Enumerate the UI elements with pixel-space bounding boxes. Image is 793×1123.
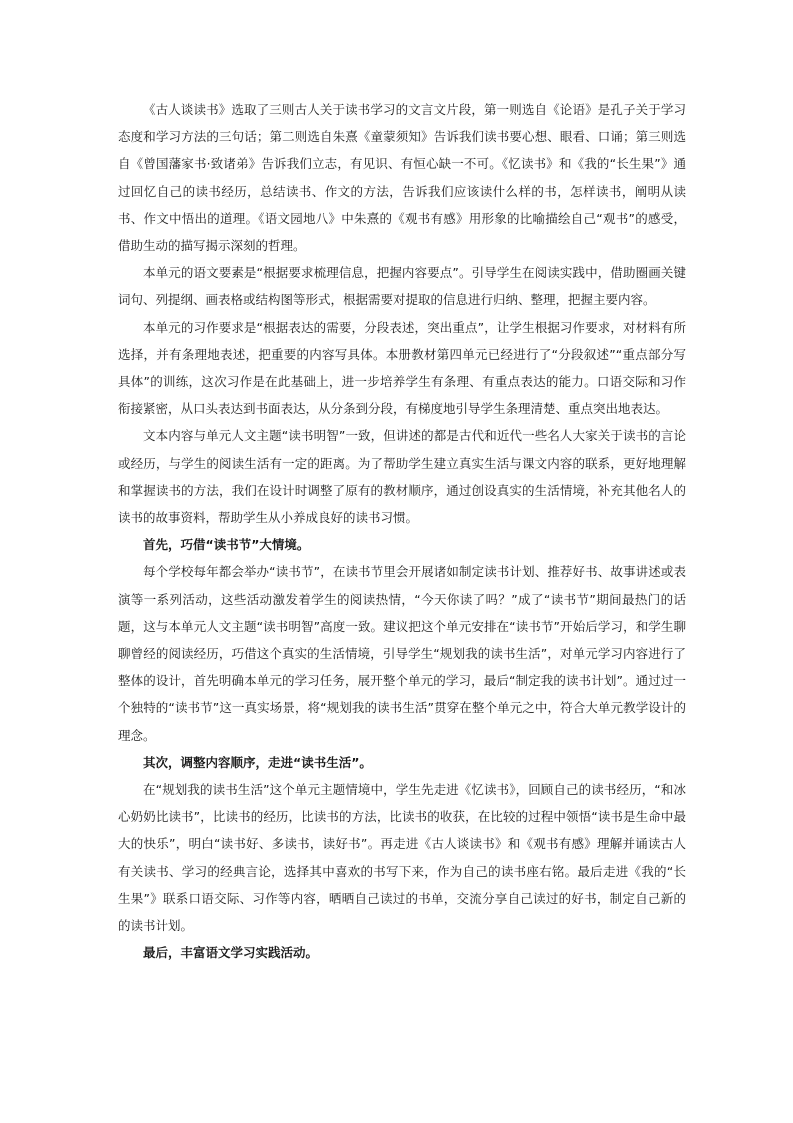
heading-first: 首先，巧借“读书节”大情境。 (143, 537, 310, 553)
paragraph-language-element: 本单元的语文要素是“根据要求梳理信息，把握内容要点”。引导学生在阅读实践中，借助圈画关键词句、列提纲、画表格或结构图等形式，根据需要对提取的信息进行归纳、整理，把握主要内容。 (118, 265, 686, 308)
heading-second: 其次，调整内容顺序，走进“读书生活”。 (143, 754, 372, 770)
paragraph-intro: 《古人谈读书》选取了三则古人关于读书学习的文言文片段，第一则选自《论语》是孔子关于学习态度和学习方法的三句话；第二则选自朱熹《童蒙须知》告诉我们读书要心想、眼看、口诵；第三则选自《曾国藩家书·致诸弟》告诉我们立志，有见识、有恒心缺一不可。《忆读书》和《我的“长生果”》通过回忆自己的读书经历，总结读书、作文的方法，告诉我们应该读什么样的书，怎样读书，阐明从读书、作文中悟出的道理。《语文园地八》中朱熹的《观书有感》用形象的比喻描绘自己“观书”的感受，借助生动的描写揭示深刻的哲理。 (118, 102, 686, 254)
paragraph-reading-festival: 每个学校每年都会举办“读书节”，在读书节里会开展诸如制定读书计划、推荐好书、故事讲述或表演等一系列活动，这些活动激发着学生的阅读热情，“今天你读了吗？”成了“读书节”期间最热门的话题，这与本单元人文主题“读书明智”高度一致。建议把这个单元安排在“读书节”开始后学习，和学生聊聊曾经的阅读经历，巧借这个真实的生活情境，引导学生“规划我的读书生活”，对单元学习内容进行了整体的设计，首先明确本单元的学习任务，展开整个单元的学习，最后“制定我的读书计划”。通过过一个独特的“读书节”这一真实场景，将“规划我的读书生活”贯穿在整个单元之中，符合大单元教学设计的理念。 (118, 564, 686, 743)
paragraph-writing-requirement: 本单元的习作要求是“根据表达的需要，分段表述，突出重点”，让学生根据习作要求，对材料有所选择，并有条理地表述，把重要的内容写具体。本册教材第四单元已经进行了“分段叙述”“重点部分写具体”的训练，这次习作是在此基础上，进一步培养学生有条理、有重点表达的能力。口语交际和习作衔接紧密，从口头表达到书面表达，从分条到分段，有梯度地引导学生条理清楚、重点突出地表达。 (118, 319, 686, 417)
paragraph-reading-life: 在“规划我的读书生活”这个单元主题情境中，学生先走进《忆读书》，回顾自己的读书经历，“和冰心奶奶比读书”，比读书的经历，比读书的方法，比读书的收获，在比较的过程中领悟“读书是生命中最大的快乐”，明白“读书好、多读书，读好书”。再走进《古人谈读书》和《观书有感》理解并诵读古人有关读书、学习的经典言论，选择其中喜欢的书写下来，作为自己的读书座右铭。最后走进《我的“长生果”》联系口语交际、习作等内容，晒晒自己读过的书单，交流分享自己读过的好书，制定自己新的的读书计划。 (118, 782, 686, 934)
paragraph-theme: 文本内容与单元人文主题“读书明智”一致，但讲述的都是古代和近代一些名人大家关于读书的言论或经历，与学生的阅读生活有一定的距离。为了帮助学生建立真实生活与课文内容的联系，更好地理解和掌握读书的方法，我们在设计时调整了原有的教材顺序，通过创设真实的生活情境，补充其他名人的读书的故事资料，帮助学生从小养成良好的读书习惯。 (118, 428, 686, 526)
heading-last: 最后，丰富语文学习实践活动。 (143, 945, 319, 961)
document-body (118, 96, 686, 967)
